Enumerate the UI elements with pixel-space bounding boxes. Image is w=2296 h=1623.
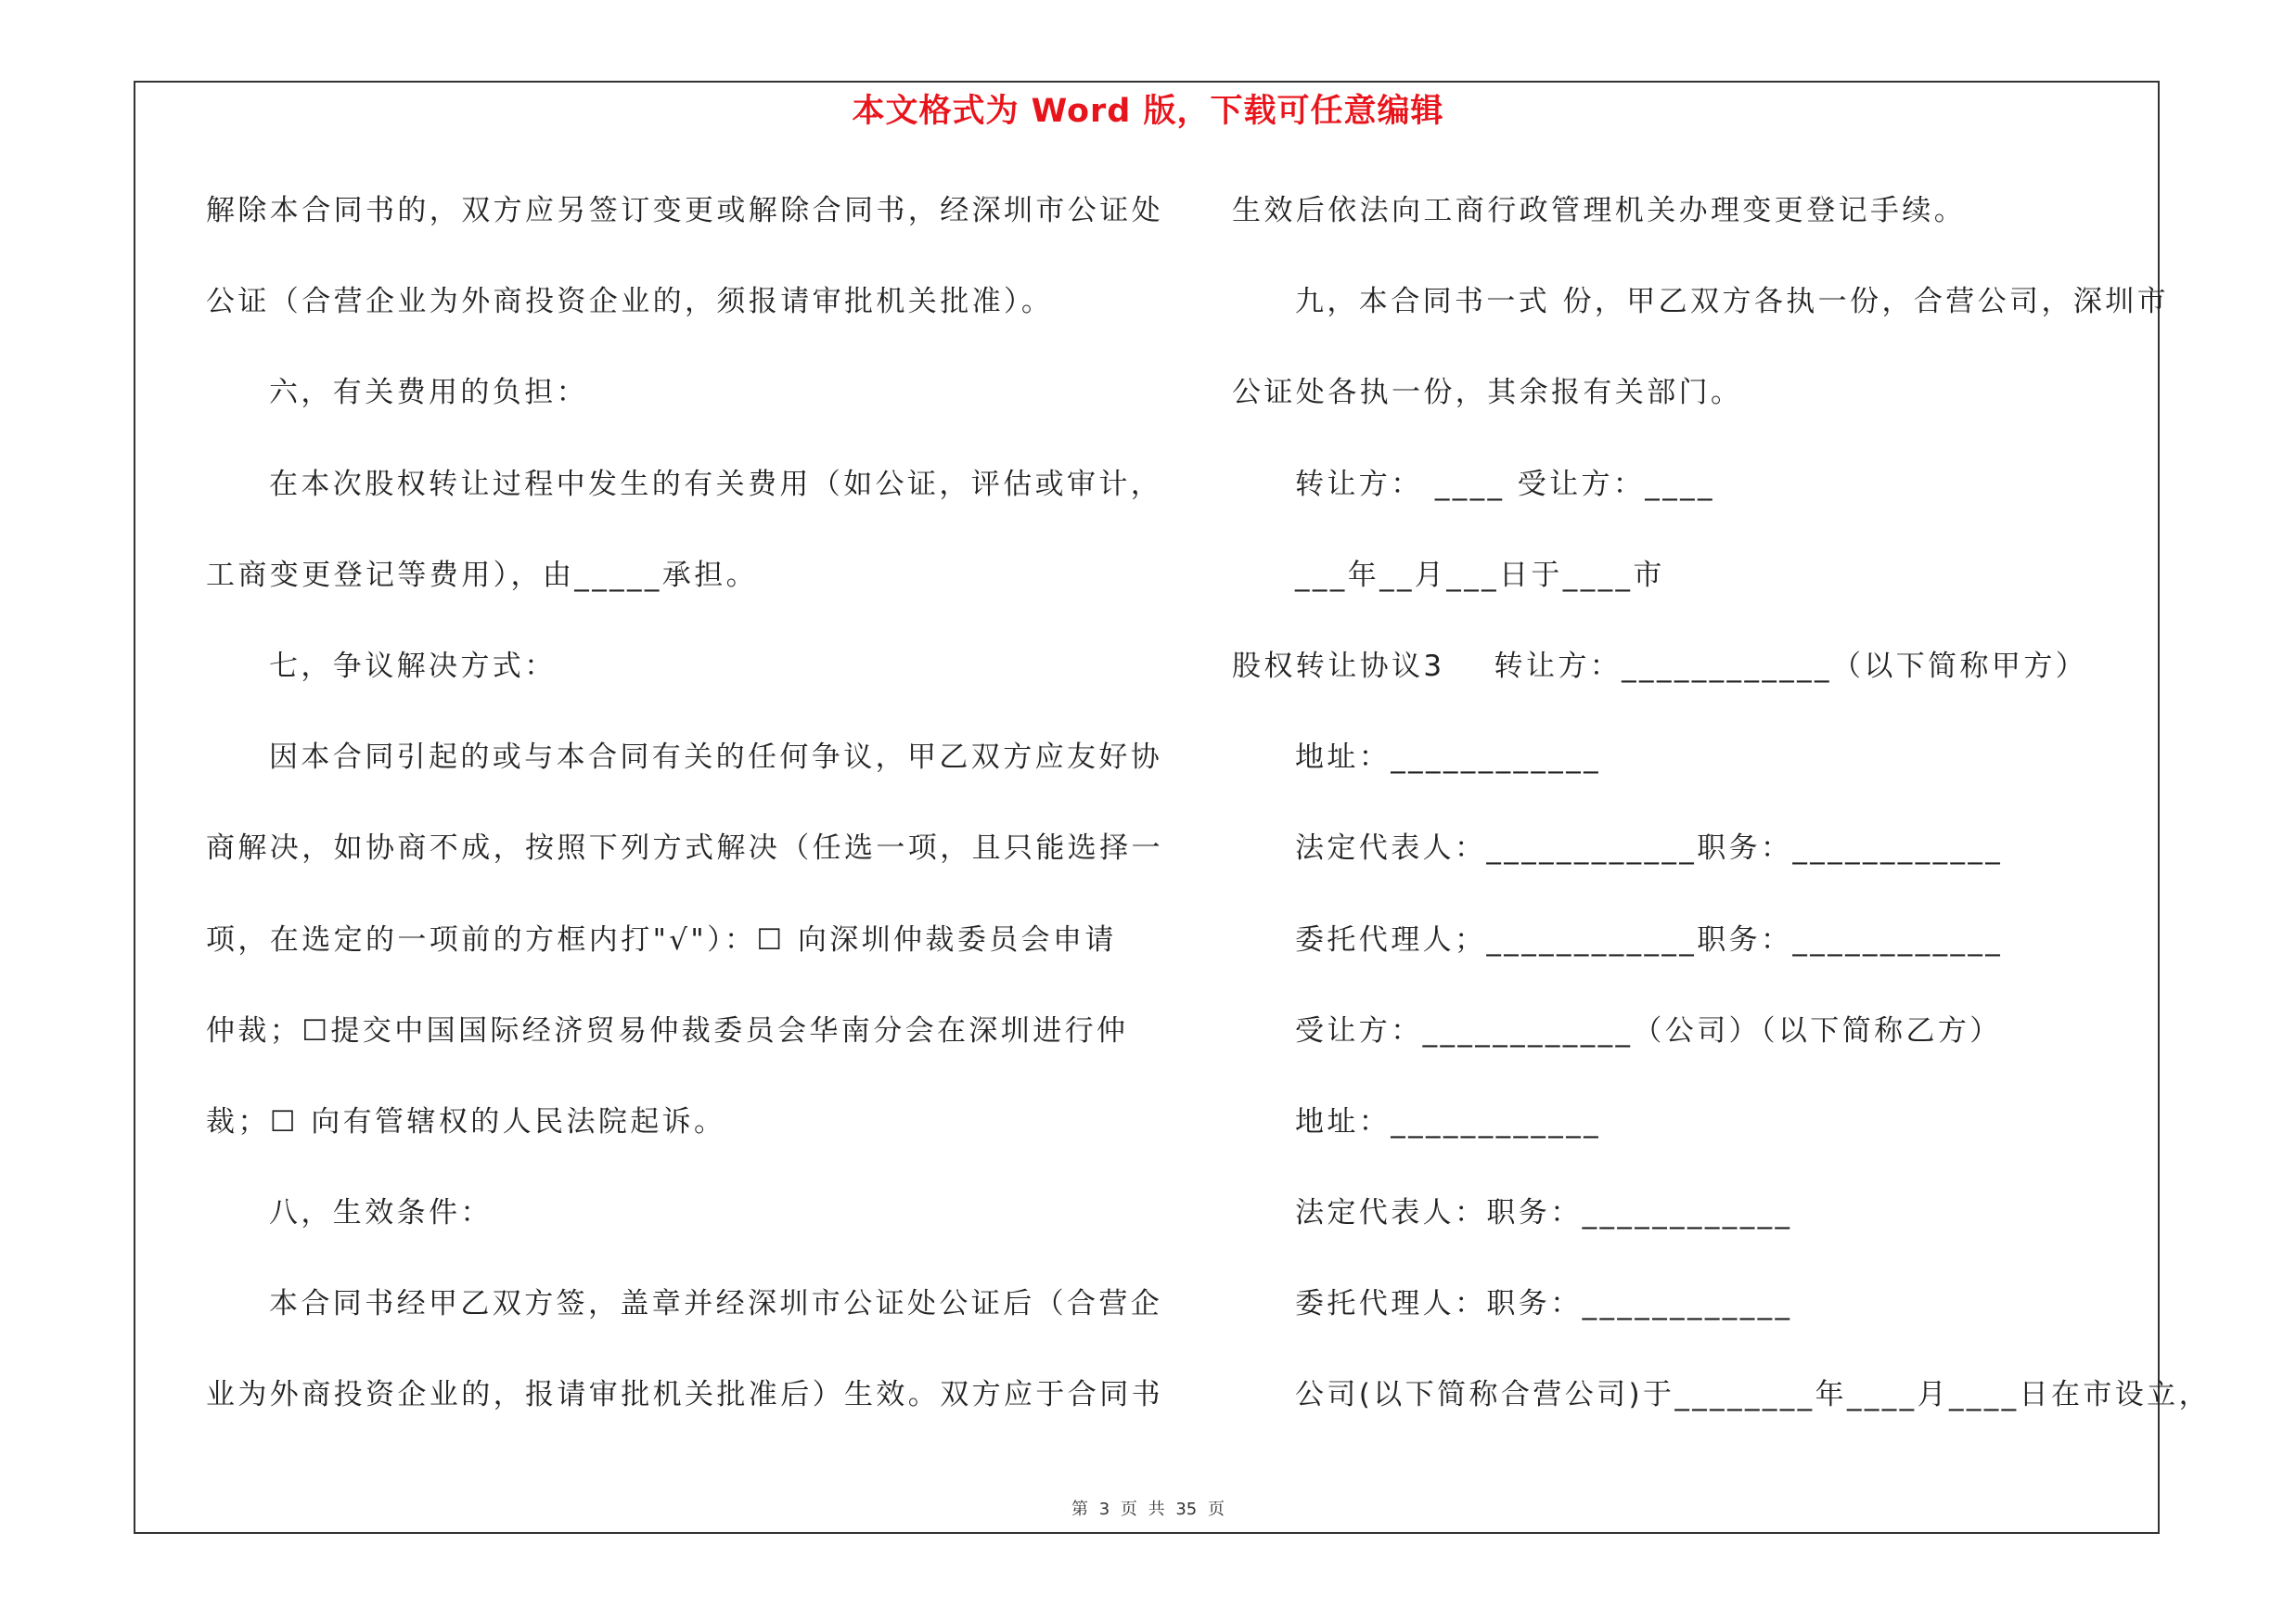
paragraph-line: 因本合同引起的或与本合同有关的任何争议，甲乙双方应友好协: [269, 741, 1163, 775]
page-footer: 第 3 页 共 35 页: [1071, 1500, 1225, 1519]
paragraph-line: 仲裁；☐提交中国国际经济贸易仲裁委员会华南分会在深圳进行仲: [206, 1013, 1129, 1048]
paragraph-line: 转让方： ____ 受让方：____: [1295, 467, 1715, 501]
paragraph-line: 本合同书经甲乙双方签，盖章并经深圳市公证处公证后（合营企: [269, 1287, 1163, 1321]
paragraph-line: 法定代表人：____________职务：____________: [1295, 831, 2004, 866]
paragraph-line: 项，在选定的一项前的方框内打"√"）：☐ 向深圳仲裁委员会申请: [206, 922, 1117, 957]
word-format-banner: 本文格式为 Word 版，下载可任意编辑: [852, 93, 1444, 130]
paragraph-line: 公证（合营企业为外商投资企业的，须报请审批机关批准）。: [206, 285, 1054, 319]
left-column: [206, 165, 1171, 1441]
paragraph-line: 八，生效条件：: [269, 1196, 493, 1230]
paragraph-line: 业为外商投资企业的，报请审批机关批准后）生效。双方应于合同书: [206, 1378, 1163, 1412]
paragraph-line: 六，有关费用的负担：: [269, 376, 588, 410]
paragraph-line: 委托代理人；____________职务：____________: [1295, 922, 2004, 957]
paragraph-line: 法定代表人：职务：____________: [1295, 1196, 1793, 1230]
paragraph-line: 工商变更登记等费用），由_____承担。: [206, 558, 758, 592]
paragraph-line: ___年__月___日于____市: [1295, 558, 1665, 592]
paragraph-line: 公证处各执一份，其余报有关部门。: [1232, 376, 1743, 410]
paragraph-line: 股权转让协议3 转让方：____________（以下简称甲方）: [1232, 649, 2088, 683]
paragraph-line: 解除本合同书的，双方应另签订变更或解除合同书，经深圳市公证处: [206, 194, 1163, 227]
paragraph-line: 公司(以下简称合营公司)于________年____月____日在市设立，: [1295, 1378, 2211, 1412]
paragraph-line: 委托代理人：职务：____________: [1295, 1287, 1793, 1321]
paragraph-line: 地址：____________: [1295, 741, 1601, 775]
paragraph-line: 裁；☐ 向有管辖权的人民法院起诉。: [206, 1104, 726, 1139]
paragraph-line: 七，争议解决方式：: [269, 649, 557, 683]
paragraph-line: 商解决，如协商不成，按照下列方式解决（任选一项，且只能选择一: [206, 831, 1163, 866]
paragraph-line: 受让方：____________（公司）（以下简称乙方）: [1295, 1013, 2002, 1048]
paragraph-line: 在本次股权转让过程中发生的有关费用（如公证，评估或审计，: [269, 467, 1163, 501]
paragraph-line: 地址：____________: [1295, 1104, 1601, 1139]
paragraph-line: 九，本合同书一式 份，甲乙双方各执一份，合营公司，深圳市: [1295, 285, 2170, 319]
paragraph-line: 生效后依法向工商行政管理机关办理变更登记手续。: [1232, 194, 1967, 227]
right-column: [1232, 165, 2211, 1441]
